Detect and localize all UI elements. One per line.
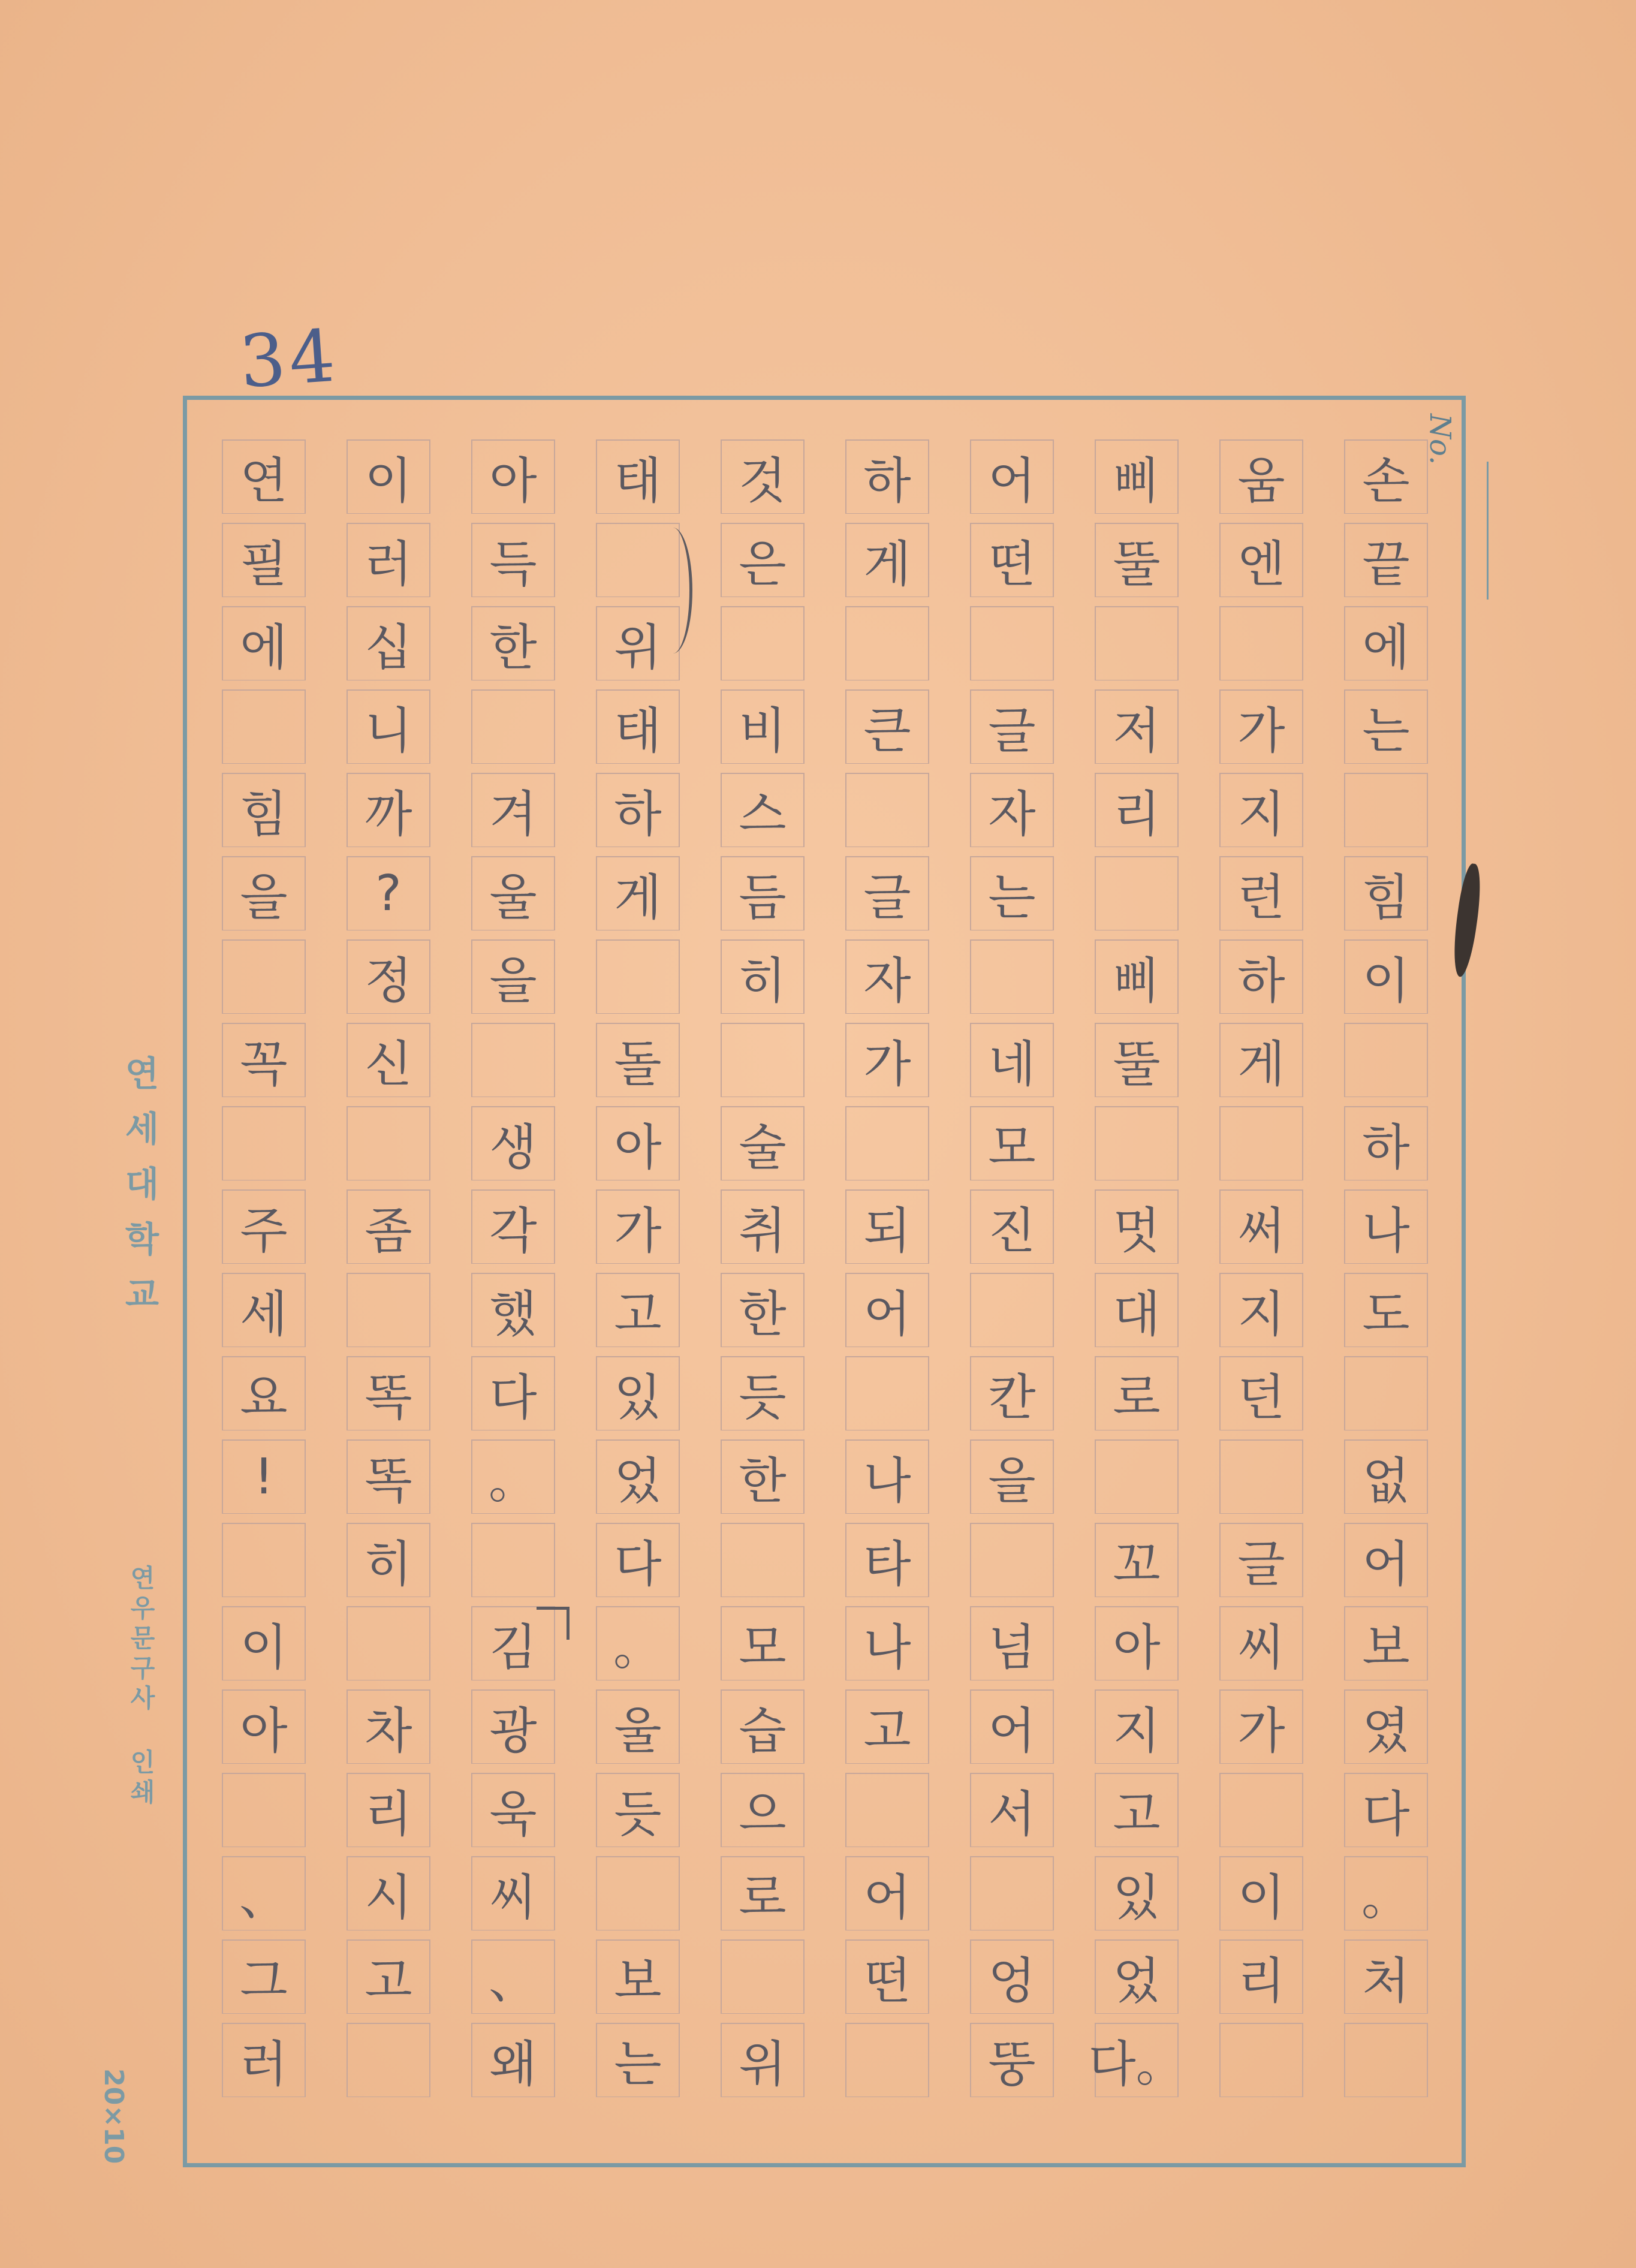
grid-cell xyxy=(1344,2023,1428,2097)
grid-cell xyxy=(845,1773,929,1847)
grid-cell xyxy=(1344,1023,1428,1097)
grid-cell: 한 xyxy=(721,1273,805,1347)
grid-cell: 、 xyxy=(222,1856,306,1930)
grid-cell: 고 xyxy=(1095,1773,1179,1847)
grid-cell xyxy=(721,1523,805,1597)
grid-cell: 아 xyxy=(1095,1606,1179,1680)
grid-cell xyxy=(1219,2023,1303,2097)
grid-cell: 、 xyxy=(471,1939,555,2014)
grid-cell: 광 xyxy=(471,1689,555,1764)
grid-cell xyxy=(347,2023,430,2097)
grid-cell: 술 xyxy=(721,1106,805,1180)
grid-cell: 으 xyxy=(721,1773,805,1847)
grid-cell: 써 xyxy=(1219,1189,1303,1264)
grid-cell: 히 xyxy=(721,939,805,1014)
grid-cell: 을 xyxy=(970,1439,1054,1514)
grid-cell: 서 xyxy=(970,1773,1054,1847)
grid-cell: ? xyxy=(347,856,430,930)
grid-cell: 게 xyxy=(596,856,680,930)
grid-cell: 씨 xyxy=(471,1856,555,1930)
grid-cell: 러 xyxy=(222,2023,306,2097)
grid-cell: 없 xyxy=(1344,1439,1428,1514)
grid-cell: 글 xyxy=(845,856,929,930)
grid-cell: 위 xyxy=(596,606,680,680)
grid-cell: 이 xyxy=(1219,1856,1303,1930)
grid-cell: 겨 xyxy=(471,773,555,847)
grid-cell: 엔 xyxy=(1219,523,1303,597)
grid-cell: 정 xyxy=(347,939,430,1014)
grid-cell: 어 xyxy=(970,439,1054,514)
grid-cell xyxy=(970,606,1054,680)
grid-cell: 삐 xyxy=(1095,439,1179,514)
grid-cell: 주 xyxy=(222,1189,306,1264)
grid-cell: 지 xyxy=(1219,1273,1303,1347)
grid-cell: 。 xyxy=(596,1606,680,1680)
grid-cell: 각 xyxy=(471,1189,555,1264)
grid-cell: 엉 xyxy=(970,1939,1054,2014)
grid-cell: 씨 xyxy=(1219,1606,1303,1680)
grid-cell: 듯 xyxy=(721,1356,805,1430)
page-number: 34 xyxy=(237,314,342,405)
number-label: No. xyxy=(1423,414,1457,465)
grid-cell: 자 xyxy=(845,939,929,1014)
grid-cell: 는 xyxy=(970,856,1054,930)
grid-cell xyxy=(222,939,306,1014)
grid-cell: 대 xyxy=(1095,1273,1179,1347)
grid-cell: 생 xyxy=(471,1106,555,1180)
grid-cell: 모 xyxy=(970,1106,1054,1180)
grid-cell: 비 xyxy=(721,689,805,764)
grid-cell xyxy=(1219,1773,1303,1847)
grid-cell: 있 xyxy=(596,1356,680,1430)
grid-cell xyxy=(596,939,680,1014)
grid-cell: 에 xyxy=(1344,606,1428,680)
grid-cell: 뚤 xyxy=(1095,1023,1179,1097)
grid-cell: 요 xyxy=(222,1356,306,1430)
grid-cell xyxy=(347,1106,430,1180)
grid-cell: 나 xyxy=(845,1606,929,1680)
grid-cell: 도 xyxy=(1344,1273,1428,1347)
grid-cell: 던 xyxy=(1219,1356,1303,1430)
grid-cell: 습 xyxy=(721,1689,805,1764)
grid-cell: 시 xyxy=(347,1856,430,1930)
grid-cell xyxy=(471,689,555,764)
grid-cell: 런 xyxy=(1219,856,1303,930)
grid-cell xyxy=(1095,856,1179,930)
grid-cell: 손 xyxy=(1344,439,1428,514)
grid-cell: 로 xyxy=(1095,1356,1179,1430)
grid-cell: 。 xyxy=(1344,1856,1428,1930)
grid-cell xyxy=(970,1523,1054,1597)
grid-cell: ! xyxy=(222,1439,306,1514)
grid-cell xyxy=(845,606,929,680)
grid-cell: 떤 xyxy=(845,1939,929,2014)
grid-cell: 아 xyxy=(222,1689,306,1764)
grid-cell: 어 xyxy=(1344,1523,1428,1597)
grid-cell: 뚤 xyxy=(1095,523,1179,597)
grid-cell: 득 xyxy=(471,523,555,597)
grid-cell: 게 xyxy=(845,523,929,597)
grid-cell: 가 xyxy=(596,1189,680,1264)
grid-cell: 러 xyxy=(347,523,430,597)
grid-cell: 었 xyxy=(1095,1939,1179,2014)
manuscript-column xyxy=(721,435,805,2125)
grid-cell: 나 xyxy=(845,1439,929,1514)
grid-cell: 나 xyxy=(1344,1189,1428,1264)
grid-cell: 하 xyxy=(1219,939,1303,1014)
grid-cell xyxy=(222,1106,306,1180)
grid-cell xyxy=(347,1606,430,1680)
manuscript-column xyxy=(471,435,555,2125)
grid-cell: 똑 xyxy=(347,1356,430,1430)
grid-cell: 어 xyxy=(845,1273,929,1347)
grid-cell: 아 xyxy=(596,1106,680,1180)
manuscript-column xyxy=(347,435,430,2125)
grid-cell: 이 xyxy=(347,439,430,514)
grid-cell: 멋 xyxy=(1095,1189,1179,1264)
grid-cell xyxy=(845,2023,929,2097)
grid-cell: 왜 xyxy=(471,2023,555,2097)
grid-cell: 한 xyxy=(721,1439,805,1514)
grid-cell: 다 xyxy=(471,1356,555,1430)
grid-cell: 끝 xyxy=(1344,523,1428,597)
grid-cell: 가 xyxy=(1219,689,1303,764)
grid-cell xyxy=(970,939,1054,1014)
grid-cell: 세 xyxy=(222,1273,306,1347)
grid-cell: 듬 xyxy=(721,856,805,930)
grid-cell: 똑 xyxy=(347,1439,430,1514)
grid-cell: 는 xyxy=(596,2023,680,2097)
grid-cell xyxy=(222,1773,306,1847)
manuscript-column xyxy=(1219,435,1303,2125)
correction-arc xyxy=(653,528,692,653)
grid-cell: 필 xyxy=(222,523,306,597)
grid-cell: 꼭 xyxy=(222,1023,306,1097)
grid-cell: 는 xyxy=(1344,689,1428,764)
grid-cell xyxy=(1219,1439,1303,1514)
grid-cell: 태 xyxy=(596,439,680,514)
grid-cell xyxy=(970,1273,1054,1347)
grid-cell: 타 xyxy=(845,1523,929,1597)
grid-cell: 게 xyxy=(1219,1023,1303,1097)
grid-cell: 큰 xyxy=(845,689,929,764)
grid-cell: 차 xyxy=(347,1689,430,1764)
grid-cell xyxy=(845,1106,929,1180)
grid-cell: 리 xyxy=(1219,1939,1303,2014)
grid-cell: 은 xyxy=(721,523,805,597)
grid-cell: 이 xyxy=(1344,939,1428,1014)
grid-cell: 한 xyxy=(471,606,555,680)
grid-cell: 것 xyxy=(721,439,805,514)
grid-cell xyxy=(596,1856,680,1930)
university-imprint: 연세대학교 xyxy=(119,1055,159,1331)
grid-cell: 였 xyxy=(1344,1689,1428,1764)
grid-cell xyxy=(845,773,929,847)
manuscript-grid xyxy=(222,435,1430,2125)
grid-cell: 꼬 xyxy=(1095,1523,1179,1597)
grid-cell: 울 xyxy=(596,1689,680,1764)
grid-cell: 하 xyxy=(596,773,680,847)
grid-cell: 。 xyxy=(471,1439,555,1514)
grid-cell: 자 xyxy=(970,773,1054,847)
grid-cell: 에 xyxy=(222,606,306,680)
grid-cell: 하 xyxy=(1344,1106,1428,1180)
grid-cell xyxy=(1344,773,1428,847)
grid-cell: 취 xyxy=(721,1189,805,1264)
manuscript-column xyxy=(845,435,929,2125)
grid-cell: 로 xyxy=(721,1856,805,1930)
manuscript-column xyxy=(970,435,1054,2125)
grid-cell: 울 xyxy=(471,856,555,930)
grid-cell xyxy=(721,606,805,680)
manuscript-column xyxy=(222,435,306,2125)
manuscript-column xyxy=(1088,435,1185,2125)
grid-cell: 히 xyxy=(347,1523,430,1597)
grid-cell xyxy=(1344,1356,1428,1430)
grid-cell xyxy=(845,1356,929,1430)
grid-cell xyxy=(347,1273,430,1347)
number-blank-line xyxy=(1487,462,1489,600)
grid-cell: 진 xyxy=(970,1189,1054,1264)
grid-cell: 글 xyxy=(970,689,1054,764)
grid-cell: 다。 xyxy=(1095,2023,1179,2097)
grid-cell: 네 xyxy=(970,1023,1054,1097)
grid-cell: 뚱 xyxy=(970,2023,1054,2097)
grid-cell: 다 xyxy=(1344,1773,1428,1847)
grid-cell: 처 xyxy=(1344,1939,1428,2014)
grid-cell xyxy=(1219,606,1303,680)
grid-cell xyxy=(721,1939,805,2014)
grid-cell: 까 xyxy=(347,773,430,847)
grid-cell: 힘 xyxy=(222,773,306,847)
grid-cell: 좀 xyxy=(347,1189,430,1264)
grid-cell: 김 xyxy=(471,1606,555,1680)
grid-cell: 가 xyxy=(845,1023,929,1097)
manuscript-column xyxy=(1344,435,1428,2125)
correction-bracket xyxy=(537,1607,570,1640)
grid-cell: 리 xyxy=(347,1773,430,1847)
grid-cell: 니 xyxy=(347,689,430,764)
grid-cell: 었 xyxy=(596,1439,680,1514)
grid-cell: 하 xyxy=(845,439,929,514)
grid-cell: 욱 xyxy=(471,1773,555,1847)
grid-cell: 다 xyxy=(596,1523,680,1597)
grid-cell: 고 xyxy=(845,1689,929,1764)
grid-cell xyxy=(471,1523,555,1597)
printer-imprint: 연우문구사 인쇄 xyxy=(126,1565,156,1809)
grid-cell: 어 xyxy=(970,1689,1054,1764)
grid-cell: 고 xyxy=(347,1939,430,2014)
grid-cell: 신 xyxy=(347,1023,430,1097)
grid-size-label: 20×10 xyxy=(98,2068,129,2164)
grid-cell: 글 xyxy=(1219,1523,1303,1597)
grid-cell xyxy=(1095,606,1179,680)
grid-cell: 을 xyxy=(222,856,306,930)
grid-cell: 고 xyxy=(596,1273,680,1347)
grid-cell: 십 xyxy=(347,606,430,680)
grid-cell: 저 xyxy=(1095,689,1179,764)
grid-cell: 힘 xyxy=(1344,856,1428,930)
grid-cell: 지 xyxy=(1095,1689,1179,1764)
grid-cell: 되 xyxy=(845,1189,929,1264)
grid-cell xyxy=(1095,1439,1179,1514)
grid-cell: 위 xyxy=(721,2023,805,2097)
grid-cell: 이 xyxy=(222,1606,306,1680)
grid-cell: 돌 xyxy=(596,1023,680,1097)
grid-cell xyxy=(1219,1106,1303,1180)
grid-cell xyxy=(222,1523,306,1597)
grid-cell: 스 xyxy=(721,773,805,847)
grid-cell: 삐 xyxy=(1095,939,1179,1014)
grid-cell: 듯 xyxy=(596,1773,680,1847)
grid-cell: 떤 xyxy=(970,523,1054,597)
grid-cell: 움 xyxy=(1219,439,1303,514)
grid-cell: 했 xyxy=(471,1273,555,1347)
grid-cell xyxy=(1095,1106,1179,1180)
grid-cell: 모 xyxy=(721,1606,805,1680)
grid-cell: 그 xyxy=(222,1939,306,2014)
grid-cell: 을 xyxy=(471,939,555,1014)
grid-cell: 태 xyxy=(596,689,680,764)
grid-cell: 보 xyxy=(596,1939,680,2014)
grid-cell: 아 xyxy=(471,439,555,514)
grid-cell: 칸 xyxy=(970,1356,1054,1430)
grid-cell xyxy=(970,1856,1054,1930)
grid-cell: 어 xyxy=(845,1856,929,1930)
grid-cell xyxy=(721,1023,805,1097)
grid-cell: 있 xyxy=(1095,1856,1179,1930)
grid-cell xyxy=(222,689,306,764)
grid-cell: 지 xyxy=(1219,773,1303,847)
grid-cell: 리 xyxy=(1095,773,1179,847)
grid-cell: 보 xyxy=(1344,1606,1428,1680)
grid-cell xyxy=(471,1023,555,1097)
grid-cell: 가 xyxy=(1219,1689,1303,1764)
grid-cell: 연 xyxy=(222,439,306,514)
grid-cell: 넘 xyxy=(970,1606,1054,1680)
manuscript-column xyxy=(596,435,680,2125)
